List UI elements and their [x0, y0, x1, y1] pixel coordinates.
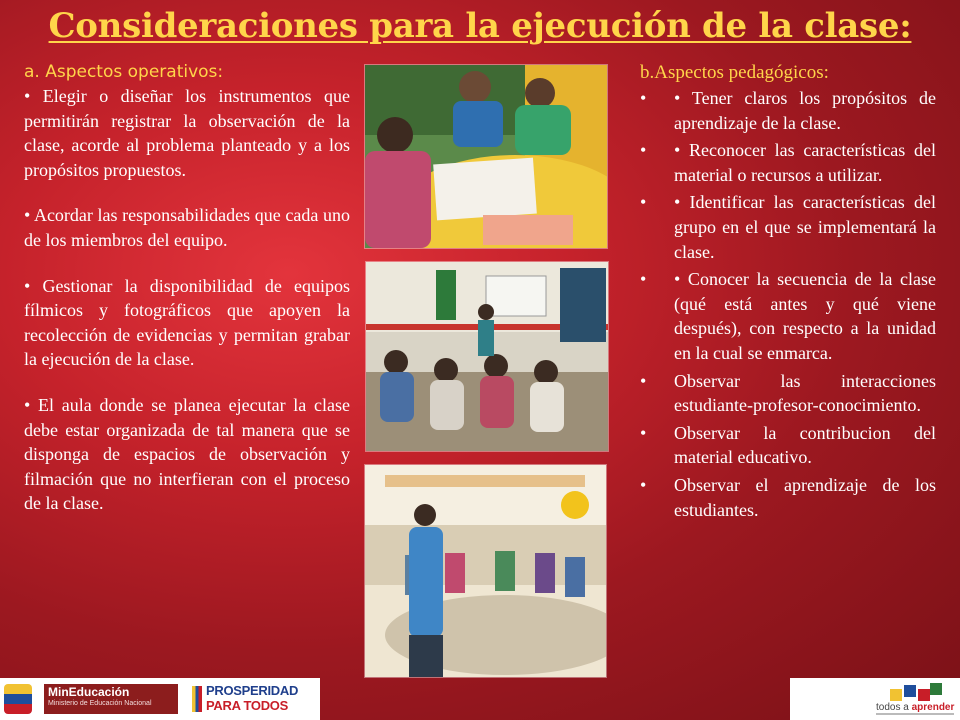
- prosperidad-logo: [192, 682, 316, 716]
- list-item: [640, 267, 936, 365]
- prosperidad-line2: PARA TODOS: [206, 698, 288, 713]
- bullet: •: [640, 192, 647, 213]
- flag-stripes-icon: [192, 686, 202, 712]
- mineducacion-logo: [44, 683, 184, 715]
- mineducacion-sublabel: Ministerio de Educación Nacional: [48, 700, 152, 707]
- logo-divider: [876, 713, 954, 715]
- operative-aspects-heading: a. Aspectos operativos:: [24, 62, 224, 82]
- classroom-group-photo: [365, 261, 609, 452]
- list-item-text: • Conocer la secuencia de la clase (qué está antes y qué viene después), con respecto a la unidad en la cual se enmarca.: [674, 269, 936, 363]
- pedagogical-aspects-column: [640, 62, 936, 525]
- list-item: [640, 421, 936, 470]
- bullet: •: [640, 88, 647, 108]
- list-item: [640, 190, 936, 264]
- footer-logo-right: [790, 678, 960, 720]
- bullet: •: [640, 370, 647, 391]
- slide-title: Consideraciones para la ejecución de la clase:: [48, 6, 912, 46]
- operative-paragraph: • Acordar las responsabilidades que cada uno de los miembros del equipo.: [24, 205, 350, 250]
- list-item-text: • Identificar las características del grupo en el que se implementará la clase.: [674, 192, 936, 262]
- list-item: [640, 369, 936, 418]
- todos-a-aprender-logo-text: [876, 702, 954, 713]
- mineducacion-label: MinEducación: [48, 685, 130, 699]
- list-item-text: • Tener claros los propósitos de aprendizaje de la clase.: [674, 88, 936, 133]
- bullet: •: [640, 474, 647, 495]
- pedagogical-list: [640, 86, 936, 522]
- students-working-photo: [364, 64, 608, 249]
- classroom-circle-photo: [364, 464, 607, 678]
- operative-aspects-column: [24, 62, 350, 537]
- bullet: •: [640, 422, 647, 443]
- list-item: [640, 138, 936, 187]
- list-item-text: Observar la contribucion del material educativo.: [674, 422, 936, 468]
- bullet: •: [640, 140, 647, 161]
- list-item-text: Observar el aprendizaje de los estudiantes.: [674, 474, 936, 520]
- operative-paragraph: • Elegir o diseñar los instrumentos que permitirán registrar la observación de la clase, acorde al problema planteado y a los propósitos propuestos.: [24, 86, 350, 180]
- list-item-text: • Reconocer las características del material o recursos a utilizar.: [674, 140, 936, 185]
- operative-paragraph: • El aula donde se planea ejecutar la clase debe estar organizada de tal manera que se disponga de espacios de observación y filmación que no interfieran con el proceso de la clase.: [24, 394, 350, 514]
- bullet: •: [640, 269, 647, 290]
- todos-brand: aprender: [911, 702, 955, 713]
- list-item-text: Observar las interacciones estudiante-profesor-conocimiento.: [674, 370, 936, 416]
- prosperidad-line1: PROSPERIDAD: [206, 683, 299, 698]
- pedagogical-aspects-heading: b.Aspectos pedagógicos:: [640, 62, 829, 83]
- todos-a-aprender-cubes-icon: [888, 681, 944, 703]
- todos-prefix: todos a: [876, 702, 912, 713]
- footer-logos-left: [0, 678, 320, 720]
- operative-paragraph: • Gestionar la disponibilidad de equipos fílmicos y fotográficos que apoyen la recolección de evidencias y permitan grabar la ejecución de la clase.: [24, 275, 350, 370]
- list-item: [640, 473, 936, 522]
- colombia-crest-icon: [4, 684, 32, 714]
- list-item: [640, 86, 936, 135]
